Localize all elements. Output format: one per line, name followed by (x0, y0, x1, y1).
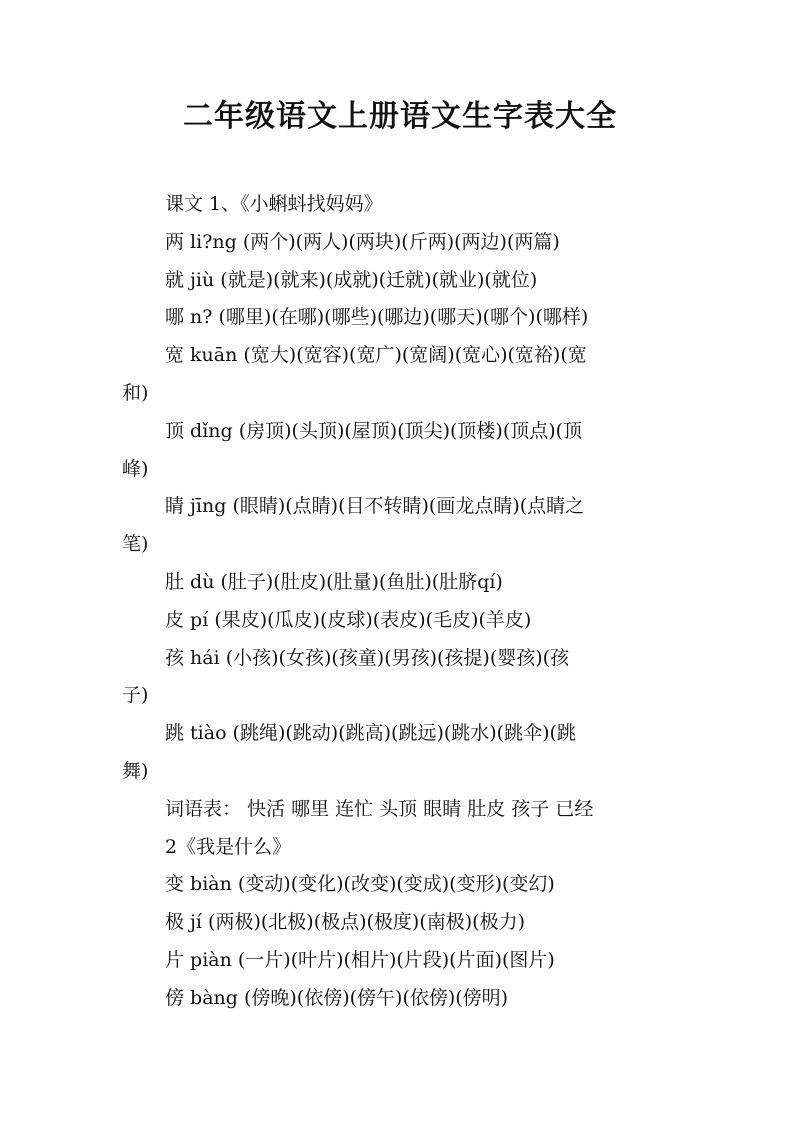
lesson-heading: 2《我是什么》 (165, 835, 292, 858)
char-entry-na: 哪 n? (哪里)(在哪)(哪些)(哪边)(哪天)(哪个)(哪样) (165, 306, 589, 329)
char-entry-du: 肚 dù (肚子)(肚皮)(肚量)(鱼肚)(肚脐qí) (165, 570, 503, 593)
char-entry-kuan-continued: 和) (122, 381, 149, 404)
char-entry-jing: 睛 jīng (眼睛)(点睛)(目不转睛)(画龙点睛)(点睛之 (165, 495, 585, 518)
vocabulary-list: 词语表： 快活 哪里 连忙 头顶 眼睛 肚皮 孩子 已经 (165, 797, 594, 820)
char-entry-tiao-continued: 舞) (122, 759, 149, 782)
char-entry-hai-continued: 子) (122, 684, 149, 707)
char-entry-ji: 极 jí (两极)(北极)(极点)(极度)(南极)(极力) (165, 911, 525, 934)
document-body (122, 186, 688, 1018)
char-entry-pian: 片 piàn (一片)(叶片)(相片)(片段)(片面)(图片) (165, 948, 555, 971)
char-entry-tiao: 跳 tiào (跳绳)(跳动)(跳高)(跳远)(跳水)(跳伞)(跳 (165, 722, 576, 745)
char-entry-bian: 变 biàn (变动)(变化)(改变)(变成)(变形)(变幻) (165, 873, 555, 896)
char-entry-bang: 傍 bàng (傍晚)(依傍)(傍午)(依傍)(傍明) (165, 986, 509, 1009)
lesson-heading: 课文 1、《小蝌蚪找妈妈》 (165, 193, 383, 215)
char-entry-jiu: 就 jiù (就是)(就来)(成就)(迁就)(就业)(就位) (165, 268, 538, 291)
char-entry-liang: 两 li?ng (两个)(两人)(两块)(斤两)(两边)(两篇) (165, 230, 560, 253)
char-entry-pi: 皮 pí (果皮)(瓜皮)(皮球)(表皮)(毛皮)(羊皮) (165, 608, 532, 631)
char-entry-ding: 顶 dǐng (房顶)(头顶)(屋顶)(顶尖)(顶楼)(顶点)(顶 (165, 419, 583, 442)
char-entry-jing-continued: 笔) (122, 533, 149, 556)
char-entry-ding-continued: 峰) (122, 457, 149, 480)
char-entry-hai: 孩 hái (小孩)(女孩)(孩童)(男孩)(孩提)(婴孩)(孩 (165, 646, 570, 669)
char-entry-kuan: 宽 kuān (宽大)(宽容)(宽广)(宽阔)(宽心)(宽裕)(宽 (165, 344, 587, 367)
page-title: 二年级语文上册语文生字表大全 (183, 99, 617, 134)
